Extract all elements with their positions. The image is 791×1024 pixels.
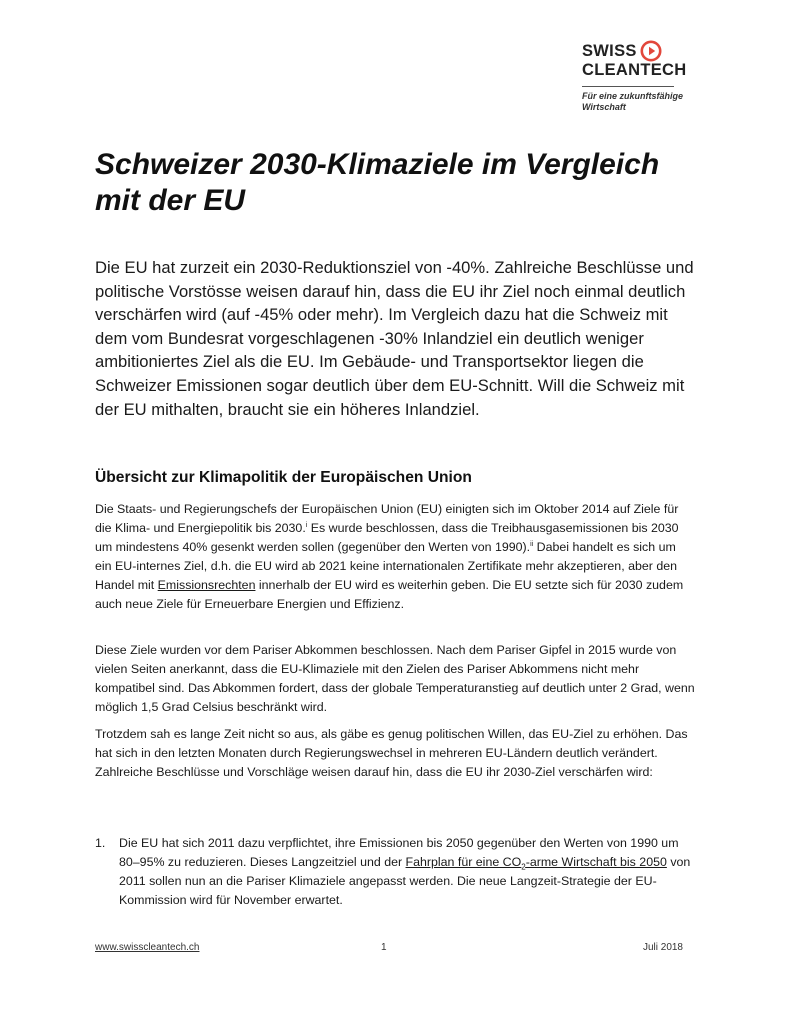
play-circle-icon	[640, 40, 662, 62]
emissionsrechten-link[interactable]: Emissionsrechten	[157, 578, 256, 592]
logo-line-1: SWISS	[582, 42, 637, 60]
logo-tagline: Für eine zukunftsfähige Wirtschaft	[582, 91, 684, 112]
list-item-text	[119, 834, 695, 910]
section-heading: Übersicht zur Klimapolitik der Europäischen Union	[95, 469, 472, 486]
fahrplan-link-text-b: -arme Wirtschaft bis 2050	[525, 855, 667, 869]
footnote-ref-ii[interactable]: ii	[530, 540, 534, 548]
paragraph-2: Diese Ziele wurden vor dem Pariser Abkommen beschlossen. Nach dem Pariser Gipfel in 2015 wurde von vielen Seiten anerkannt, dass die EU-Klimaziele mit den Zielen des Pariser Abkommens nicht mehr kompatibel sind. Das Abkommen fordert, dass der globale Temperaturanstieg auf deutlich unter 2 Grad, wenn möglich 1,5 Grad Celsius beschränkt wird.	[95, 643, 695, 714]
footer-page-number: 1	[381, 942, 387, 953]
logo-line-2: CLEANTECH	[582, 61, 687, 79]
page-title: Schweizer 2030-Klimaziele im Vergleich mit der EU	[95, 148, 660, 217]
paragraph-1-text-b: Es wurde beschlossen, dass die Treibhausgasemissionen bis 2030 um mindestens 40% gesenkt werden sollen (gegenüber den Werten von 1990).	[95, 521, 679, 554]
list-item-number: 1.	[95, 836, 106, 850]
fahrplan-link[interactable]	[405, 855, 667, 872]
lead-paragraph: Die EU hat zurzeit ein 2030-Reduktionsziel von -40%. Zahlreiche Beschlüsse und politische Vorstösse weisen darauf hin, dass die EU ihr Ziel noch einmal deutlich verschärfen wird (auf -45% oder mehr). Im Vergleich dazu hat die Schweiz mit dem vom Bundesrat vorgeschlagenen -30% Inlandziel ein deutlich weniger ambitioniertes Ziel als die EU. Im Gebäude- und Transportsektor liegen die Schweizer Emissionen sogar deutlich über dem EU-Schnitt. Will die Schweiz mit der EU mithalten, braucht sie ein höheres Inlandziel.	[95, 258, 694, 419]
footnote-ref-i[interactable]: i	[305, 521, 308, 529]
logo-divider	[582, 86, 674, 87]
paragraph-1	[95, 500, 695, 614]
footer-website-link[interactable]: www.swisscleantech.ch	[95, 942, 200, 953]
paragraph-3: Trotzdem sah es lange Zeit nicht so aus, als gäbe es genug politischen Willen, das EU-Ziel zu erhöhen. Das hat sich in den letzten Monaten durch Regierungswechsel in mehreren EU-Ländern deutlich verändert. Zahlreiche Beschlüsse und Vorschläge weisen darauf hin, dass die EU ihr 2030-Ziel verschärfen wird:	[95, 727, 688, 779]
list-item-text-b: von 2011 sollen nun an die Pariser Klimaziele angepasst werden. Die neue Langzeit-Strategie der EU-Kommission wird für November erwartet.	[119, 855, 691, 907]
logo	[582, 42, 692, 113]
footer-date: Juli 2018	[642, 942, 683, 953]
list-item-text-a: Die EU hat sich 2011 dazu verpflichtet, ihre Emissionen bis 2050 gegenüber den Werten von 1990 um 80–95% zu reduzieren. Dieses Langzeitziel und der	[119, 836, 679, 869]
fahrplan-link-subscript: 2	[521, 862, 526, 872]
paragraph-1-text-d: innerhalb der EU wird es weiterhin geben. Die EU setzte sich für 2030 zudem auch neue Ziele für Erneuerbare Energien und Effizienz.	[95, 578, 684, 611]
paragraph-1-text-a: Die Staats- und Regierungschefs der Europäischen Union (EU) einigten sich im Oktober 2014 auf Ziele für die Klima- und Energiepolitik bis 2030.	[95, 502, 679, 535]
paragraph-1-text-c: Dabei handelt es sich um ein EU-internes Ziel, d.h. die EU wird ab 2021 keine internationalen Zertifikate mehr akzeptieren, aber den Handel mit	[95, 540, 677, 592]
fahrplan-link-text-a: Fahrplan für eine CO	[405, 855, 522, 869]
